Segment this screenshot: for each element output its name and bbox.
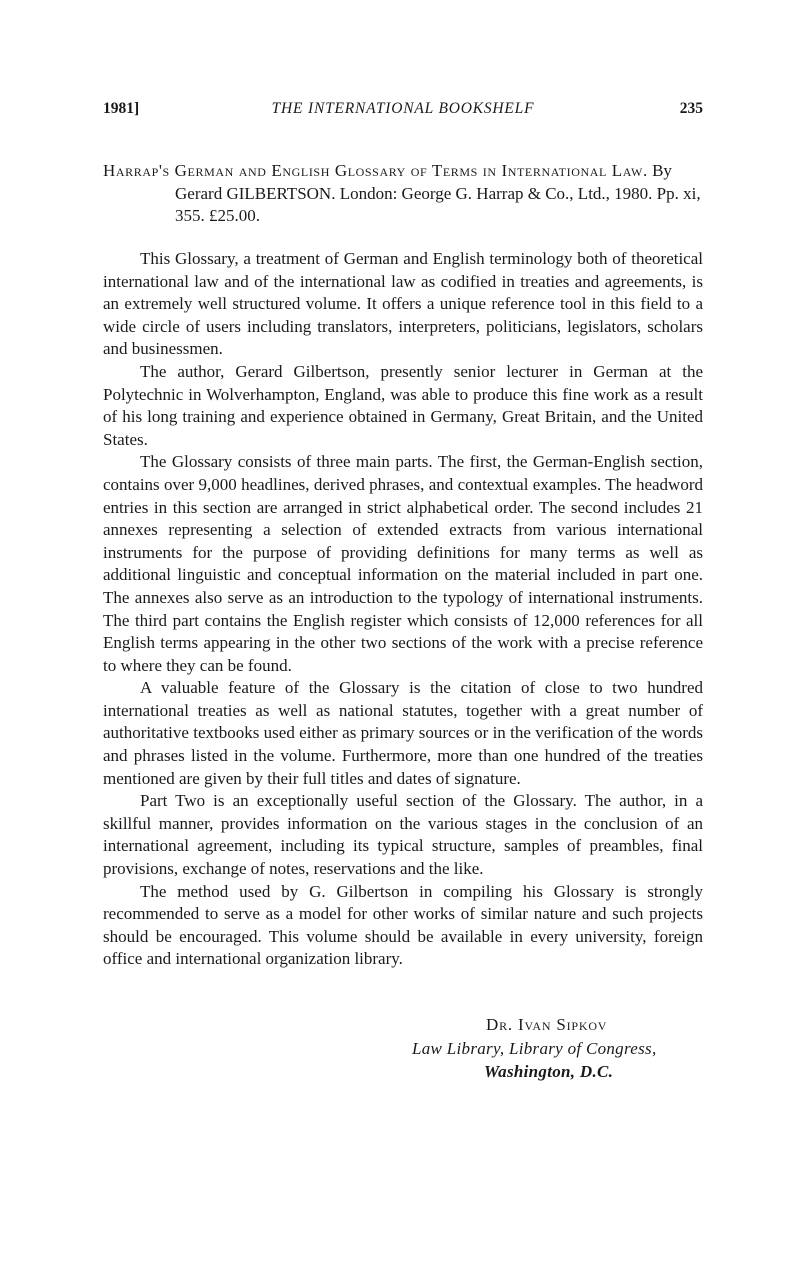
review-paragraph: The method used by G. Gilbertson in compiling his Glossary is strongly recommended to serve as a model for other works of similar nature and such projects should be encouraged. This volume should be available in every university, foreign office and international organization library. xyxy=(103,881,703,969)
review-paragraph: The Glossary consists of three main parts. The first, the German-English section, contains over 9,000 headlines, derived phrases, and contextual examples. The headword entries in this section are arranged in strict alphabetical order. The second includes 21 annexes representing a selection of extended extracts from various international instruments for the purpose of providing definitions for many terms as well as additional linguistic and conceptual information on the material included in part one. The annexes also serve as an introduction to the typology of international instruments. The third part contains the English register which consists of 12,000 references for all English terms appearing in the other two sections of the work with a precise reference to where they can be found. xyxy=(103,452,703,675)
book-author: By Gerard GILBERTSON. xyxy=(175,161,672,203)
book-pages: Pp. xi, 355. xyxy=(175,183,701,225)
book-price: £25.00. xyxy=(209,206,260,225)
journal-section-title: THE INTERNATIONAL BOOKSHELF xyxy=(271,100,535,117)
review-paragraph: The author, Gerard Gilbertson, presently senior lecturer in German at the Polytechnic in Wolverhampton, England, was able to produce this fine work as a result of his long training and experience obtained in Germany, Great Britain, and the United States. xyxy=(103,361,703,449)
book-citation xyxy=(103,160,705,228)
reviewer-affiliation: Law Library, Library of Congress, xyxy=(412,1038,657,1058)
running-head xyxy=(103,100,703,122)
review-paragraph: This Glossary, a treatment of German and English terminology both of theoretical international law and of the international law as codified in treaties and agreements, is an extremely well structured volume. It offers a unique reference tool in this field to a wide circle of users including translators, interpreters, politicians, legislators, scholars and businessmen. xyxy=(103,249,703,359)
review-paragraph: Part Two is an exceptionally useful section of the Glossary. The author, in a skillful manner, provides information on the various stages in the conclusion of an international agreement, including its typical structure, samples of preambles, final provisions, exchange of notes, reservations and the like. xyxy=(103,791,703,879)
reviewer-signature xyxy=(350,1013,705,1084)
reviewer-location: Washington, D.C. xyxy=(484,1062,614,1081)
book-title: Harrap's German and English Glossary of Terms in International Law. xyxy=(103,161,648,180)
page-number: 235 xyxy=(679,100,703,117)
reviewer-name: Dr. Ivan Sipkov xyxy=(486,1015,608,1034)
review-body xyxy=(103,248,703,971)
review-paragraph: A valuable feature of the Glossary is the citation of close to two hundred international treaties as well as national statutes, together with a great number of authoritative textbooks used either as primary sources or in the verification of the words and phrases listed in the volume. Furthermore, more than one hundred of the treaties mentioned are given by their full titles and dates of signature. xyxy=(103,678,703,788)
book-publisher: London: George G. Harrap & Co., Ltd., 1980. xyxy=(339,183,653,203)
volume-year: 1981] xyxy=(103,100,140,117)
